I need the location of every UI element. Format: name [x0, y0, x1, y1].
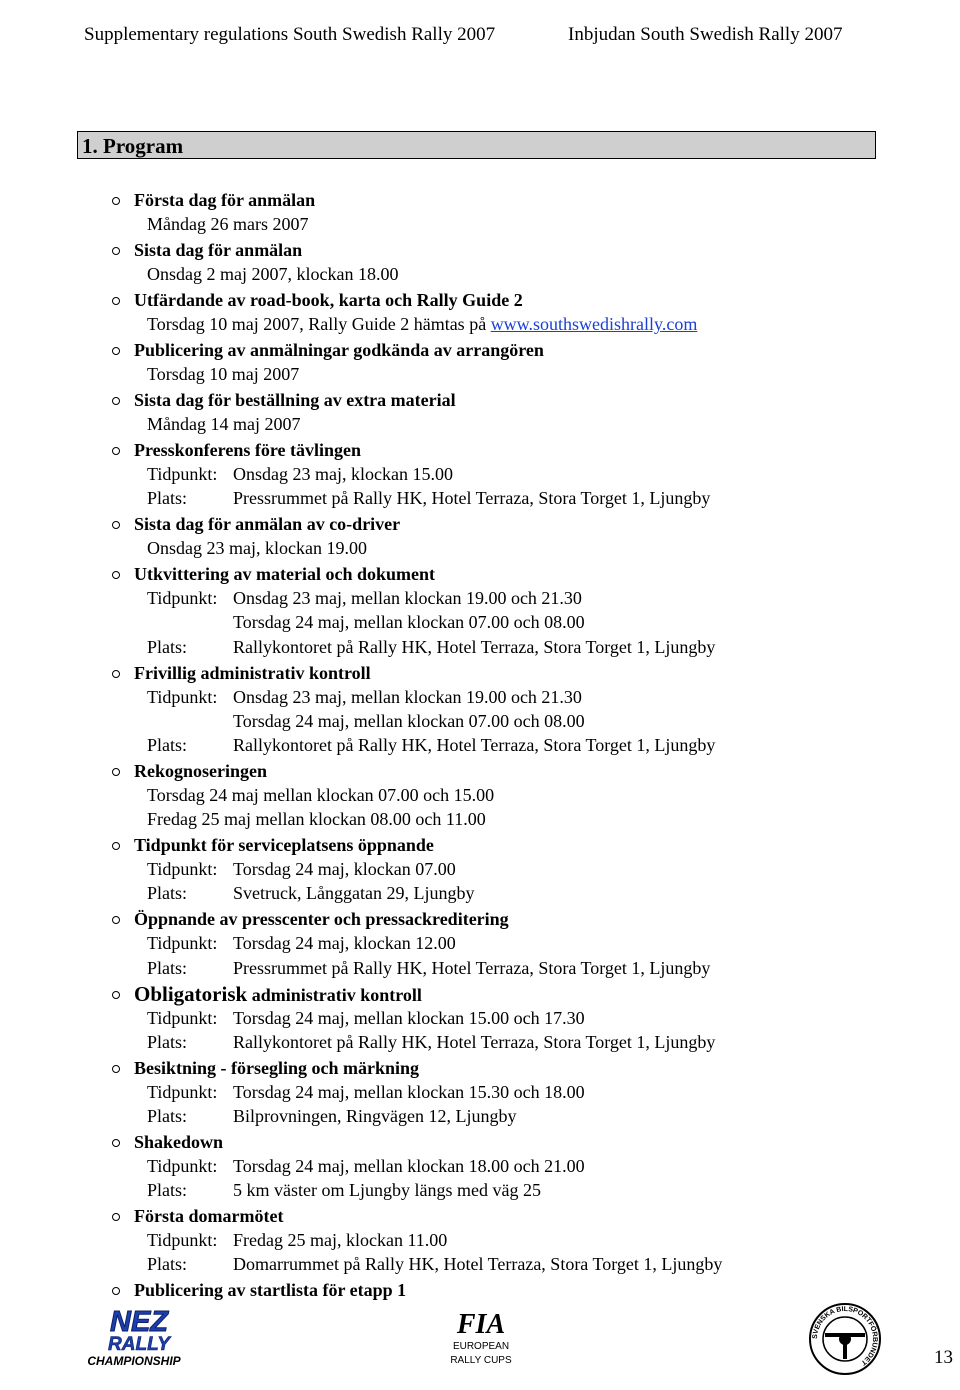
detail-text: Måndag 26 mars 2007 [147, 214, 309, 234]
detail-label: Plats: [147, 488, 188, 509]
detail-text: Torsdag 10 maj 2007 [147, 364, 300, 384]
list-bullet [112, 347, 120, 355]
detail-value: Bilprovningen, Ringvägen 12, Ljungby [233, 1106, 517, 1126]
program-item-title [134, 514, 400, 534]
detail-line [147, 264, 398, 284]
list-bullet [112, 1065, 120, 1073]
list-bullet [112, 842, 120, 850]
detail-line [147, 538, 367, 558]
detail-value: Pressrummet på Rally HK, Hotel Terraza, Stora Torget 1, Ljungby [233, 488, 711, 509]
program-item-title-text: Sista dag för beställning av extra material [134, 390, 456, 410]
list-bullet [112, 670, 120, 678]
detail-value: Rallykontoret på Rally HK, Hotel Terraza, Stora Torget 1, Ljungby [233, 636, 716, 657]
program-item-title [134, 909, 509, 929]
detail-label: Tidpunkt: [147, 859, 218, 880]
program-item-title-emphasis: Obligatorisk [134, 981, 248, 1006]
program-item-title [134, 835, 434, 855]
program-item-title [134, 1058, 419, 1078]
fia-logo-mark: FIA [456, 1309, 506, 1340]
header-swedish-title: Inbjudan South Swedish Rally 2007 [568, 24, 843, 45]
program-item-title [134, 190, 315, 210]
nez-logo-mid: RALLY [108, 1334, 170, 1355]
list-bullet [112, 571, 120, 579]
detail-label: Plats: [147, 636, 188, 657]
program-item-title [134, 663, 371, 683]
detail-label: Plats: [147, 1106, 188, 1126]
section-heading: 1. Program [77, 131, 876, 159]
program-item-title [134, 1132, 223, 1152]
detail-value: Torsdag 24 maj, mellan klockan 15.30 och 18.00 [233, 1081, 585, 1102]
detail-text: Onsdag 2 maj 2007, klockan 18.00 [147, 264, 399, 284]
program-item-title-text: administrativ kontroll [247, 984, 422, 1005]
detail-value: Onsdag 23 maj, mellan klockan 19.00 och 21.30 [233, 686, 582, 707]
program-item-title-text: Sista dag för anmälan [134, 240, 303, 260]
ssf-logo-ring-text: SVENSKA BILSPORTFÖRBUNDET [811, 1305, 879, 1367]
program-item-title [134, 761, 267, 781]
detail-line [147, 414, 300, 434]
detail-label: Plats: [147, 883, 188, 904]
list-bullet [112, 197, 120, 205]
detail-value: Onsdag 23 maj, mellan klockan 19.00 och 21.30 [233, 588, 582, 609]
detail-text: Torsdag 24 maj mellan klockan 07.00 och 15.00 [147, 785, 495, 805]
detail-text: Torsdag 10 maj 2007, Rally Guide 2 hämtas på [147, 314, 491, 334]
detail-value: Onsdag 23 maj, klockan 15.00 [233, 464, 453, 484]
detail-value: Rallykontoret på Rally HK, Hotel Terraza, Stora Torget 1, Ljungby [233, 735, 716, 755]
detail-label: Tidpunkt: [147, 1156, 218, 1176]
program-item-title-text: Presskonferens före tävlingen [134, 440, 361, 460]
detail-label: Plats: [147, 1254, 188, 1275]
fia-logo-line2: RALLY CUPS [450, 1355, 512, 1366]
header-english-title: Supplementary regulations South Swedish Rally 2007 [84, 24, 496, 45]
detail-label: Tidpunkt: [147, 464, 218, 484]
program-item-title [134, 440, 361, 460]
list-bullet [112, 991, 120, 999]
detail-label: Tidpunkt: [147, 588, 218, 609]
detail-value: 5 km väster om Ljungby längs med väg 25 [233, 1180, 541, 1201]
detail-value: Torsdag 24 maj, klockan 12.00 [233, 933, 456, 954]
program-item-title-text: Rekognoseringen [134, 761, 268, 781]
detail-line [147, 809, 486, 829]
program-item-title [134, 290, 523, 310]
detail-text: Onsdag 23 maj, klockan 19.00 [147, 538, 367, 559]
program-item-title-text: Publicering av anmälningar godkända av arrangören [134, 340, 544, 360]
program-item-title [134, 340, 544, 360]
detail-value: Torsdag 24 maj, mellan klockan 07.00 och 08.00 [233, 612, 585, 633]
detail-value: Torsdag 24 maj, mellan klockan 18.00 och 21.00 [233, 1156, 585, 1176]
program-item-title [134, 1280, 406, 1300]
fia-european-rally-cups-logo [446, 1305, 516, 1371]
program-item-title [134, 240, 302, 260]
detail-text: Måndag 14 maj 2007 [147, 414, 301, 434]
nez-rally-logo [84, 1305, 194, 1370]
page-number: 13 [934, 1347, 953, 1368]
program-item-title [134, 981, 422, 1006]
detail-label: Tidpunkt: [147, 1081, 218, 1102]
detail-text: Fredag 25 maj mellan klockan 08.00 och 11.00 [147, 809, 486, 830]
nez-logo-top: NEZ [110, 1306, 168, 1338]
program-item-title [134, 1206, 283, 1226]
website-link[interactable]: www.southswedishrally.com [490, 314, 698, 334]
detail-value: Fredag 25 maj, klockan 11.00 [233, 1230, 448, 1251]
program-item-title-text: Besiktning - försegling och märkning [134, 1057, 420, 1078]
detail-value: Torsdag 24 maj, klockan 07.00 [233, 859, 456, 880]
detail-line [147, 364, 299, 384]
program-item-title-text: Shakedown [134, 1132, 224, 1152]
detail-label: Plats: [147, 957, 188, 978]
fia-logo-line1: EUROPEAN [452, 1341, 510, 1352]
program-item-title-text: Tidpunkt för serviceplatsens öppnande [134, 835, 434, 856]
program-item-title-text: Utkvittering av material och dokument [134, 564, 435, 585]
detail-label: Tidpunkt: [147, 1007, 218, 1028]
program-item-title-text: Publicering av startlista för etapp 1 [134, 1280, 407, 1301]
program-item-title-text: Sista dag för anmälan av co-driver [134, 514, 401, 535]
detail-label: Plats: [147, 735, 188, 755]
detail-value: Rallykontoret på Rally HK, Hotel Terraza, Stora Torget 1, Ljungby [233, 1031, 716, 1052]
detail-value: Torsdag 24 maj, mellan klockan 15.00 och 17.30 [233, 1007, 585, 1028]
detail-value: Pressrummet på Rally HK, Hotel Terraza, Stora Torget 1, Ljungby [233, 957, 711, 978]
running-header [0, 18, 960, 52]
program-item-title-text: Första dag för anmälan [134, 190, 316, 210]
program-item-title-text: Öppnande av presscenter och pressackreditering [134, 909, 509, 930]
detail-value: Torsdag 24 maj, mellan klockan 07.00 och 08.00 [233, 710, 585, 731]
nez-logo-bottom: CHAMPIONSHIP [87, 1354, 181, 1368]
list-bullet [112, 397, 120, 405]
list-bullet [112, 297, 120, 305]
list-bullet [112, 768, 120, 776]
program-item-title-text: Frivillig administrativ kontroll [134, 662, 371, 683]
program-item-title [134, 564, 435, 584]
detail-line [147, 214, 308, 234]
list-bullet [112, 916, 120, 924]
detail-label: Plats: [147, 1180, 188, 1201]
detail-label: Tidpunkt: [147, 686, 218, 707]
detail-label: Tidpunkt: [147, 1230, 218, 1251]
svenska-bilsportforbundet-logo [808, 1302, 882, 1376]
list-bullet [112, 1213, 120, 1221]
list-bullet [112, 247, 120, 255]
program-item-title-text: Utfärdande av road-book, karta och Rally Guide 2 [134, 290, 523, 310]
list-bullet [112, 1287, 120, 1295]
list-bullet [112, 447, 120, 455]
detail-value: Svetruck, Långgatan 29, Ljungby [233, 883, 475, 904]
program-item-title [134, 390, 456, 410]
detail-line [147, 785, 494, 805]
program-item-title-text: Första domarmötet [134, 1206, 284, 1227]
list-bullet [112, 1139, 120, 1147]
detail-line [147, 314, 697, 334]
detail-label: Tidpunkt: [147, 933, 218, 954]
detail-value: Domarrummet på Rally HK, Hotel Terraza, Stora Torget 1, Ljungby [233, 1254, 723, 1275]
detail-label: Plats: [147, 1031, 188, 1052]
list-bullet [112, 521, 120, 529]
